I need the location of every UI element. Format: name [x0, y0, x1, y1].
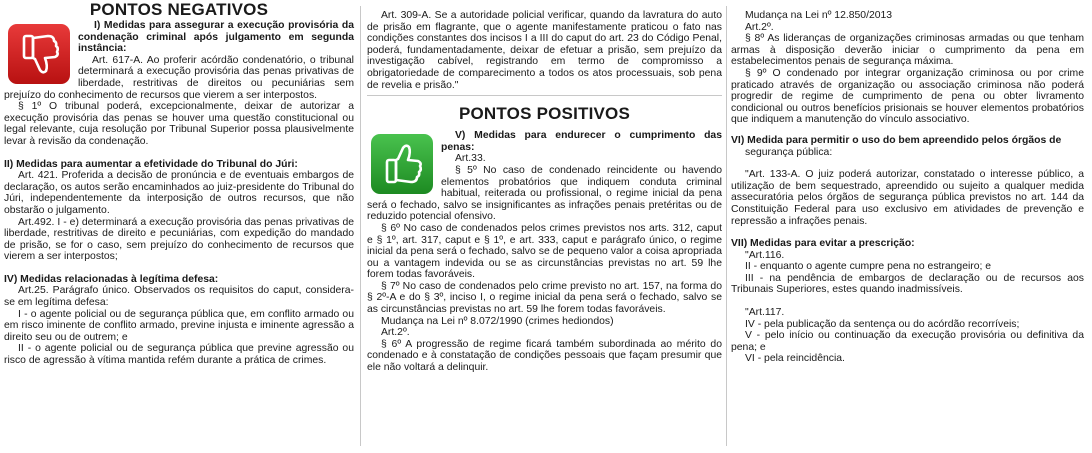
paragraph: § 6º A progressão de regime ficará também subordinada ao mérito do condenado e à constatação de condições pessoais que façam presumir que ele não voltará a delinquir. [367, 338, 722, 374]
column-divider [360, 6, 361, 446]
article-label: Art.2º. [745, 21, 774, 33]
paragraph: § 5º No caso de condenado reincidente ou havendo elementos probatórios que indiquem conduta criminal habitual, reiterada ou profissional, o regime inicial da pena será o fechado, salvo se insignificantes as infrações penais pretéritas ou de reduzido potencial ofensivo. [367, 164, 722, 223]
thumbs-up-icon [371, 134, 433, 194]
section-1-heading: I) Medidas para assegurar a execução provisória da condenação criminal após julgamento em segunda instância: [78, 20, 354, 55]
paragraph: segurança pública: [745, 146, 833, 158]
negative-points-title: PONTOS NEGATIVOS [89, 0, 269, 19]
paragraph: § 1º O tribunal poderá, excepcionalmente, deixar de autorizar a execução provisória das penas se houver uma questão constitucional ou legal relevante, cuja resolução por Tribunal Superior possa plausivelmente levar à revisão da condenação. [4, 101, 354, 147]
paragraph: Art. 309-A. Se a autoridade policial verificar, quando da lavratura do auto de prisão em flagrante, que o agente manifestamente praticou o fato nas condições constantes dos incisos I a III do caput do art. 23 do Código Penal, poderá, fundamentadamente, deixar de efetuar a prisão, sem prejuízo da investigação cabível, registrando em termo de compromisso a obrigatoriedade de comparecimento a todos os atos processuais, sob pena de revelia e prisão." [367, 10, 722, 91]
article-label: Art.2º. [381, 327, 410, 339]
paragraph: V - pelo início ou continuação da execução provisória ou definitiva da pena; e [731, 330, 1084, 353]
paragraph: II - o agente policial ou de segurança pública que previne agressão ou risco de agressão à vítima mantida refém durante a prática de crimes. [4, 343, 354, 367]
paragraph: § 9º O condenado por integrar organização criminosa ou por crime praticado através de organização ou associação criminosa não poderá progredir de regime de cumprimento de pena ou obter livramento condicional ou outros benefícios prisionais se houver elementos probatórios que indiquem a manutenção do vínculo associativo. [731, 67, 1084, 126]
section-6-heading: VI) Medida para permitir o uso do bem apreendido pelos órgãos de [731, 134, 1062, 146]
section-7-heading: VII) Medidas para evitar a prescrição: [731, 238, 915, 250]
paragraph: "Art. 133-A. O juiz poderá autorizar, constatado o interesse público, a utilização de bem sequestrado, apreendido ou sujeito a qualquer medida assecuratória pelos órgãos de segurança pública previstos no art. 144 da Constituição Federal para uso exclusivo em atividades de prevenção e repressão a infrações penais. [731, 169, 1084, 227]
paragraph: Art.492. I - e) determinará a execução provisória das penas privativas de liberdade, restritivas de direito e pecuniárias, com expedição do mandado de prisão, se for o caso, sem prejuízo do conhecimento de recursos que vierem a ser interpostos; [4, 216, 354, 263]
article-label: Art.33. [455, 153, 486, 165]
paragraph: § 8º As lideranças de organizações criminosas armadas ou que tenham armas à disposição deverão iniciar o cumprimento da pena em estabelecimentos penais de segurança máxima. [731, 33, 1084, 68]
paragraph: Mudança na Lei nº 8.072/1990 (crimes hediondos) [381, 315, 614, 327]
column-1 [4, 0, 354, 367]
section-2-heading: II) Medidas para aumentar a efetividade do Tribunal do Júri: [4, 158, 298, 170]
paragraph: Mudança na Lei nº 12.850/2013 [745, 10, 893, 21]
paragraph: Art.25. Parágrafo único. Observados os requisitos do caput, considera-se em legítima defesa: [4, 285, 354, 309]
article-label: "Art.116. [745, 249, 785, 261]
paragraph: Art. 617-A. Ao proferir acórdão condenatório, o tribunal determinará a execução provisória das penas privativas de liberdade, restritivas de direitos ou pecuniárias sem prejuízo do conhecimento de recursos que vierem a ser interpostos. [4, 54, 354, 101]
thumbs-down-icon [8, 24, 70, 84]
article-label: "Art.117. [745, 307, 785, 319]
section-5-heading: V) Medidas para endurecer o cumprimento das penas: [441, 130, 722, 153]
column-divider [726, 6, 727, 446]
paragraph: III - na pendência de embargos de declaração ou de recursos aos Tribunais Superiores, estes quando inadmissíveis. [731, 272, 1084, 296]
section-divider [367, 95, 722, 96]
column-3 [731, 0, 1084, 365]
positive-points-title: PONTOS POSITIVOS [458, 104, 631, 124]
column-2 [367, 0, 722, 374]
paragraph: § 6º No caso de condenados pelos crimes previstos nos arts. 312, caput e § 1º, art. 317, caput e § 1º, e art. 333, caput e parágrafo único, o regime inicial da pena será o fechado, salvo se de pequeno valor a coisa apropriada ou a vantagem indevida ou se as circunstâncias previstas no art. 59 lhe forem todas favoráveis. [367, 222, 722, 281]
paragraph: I - o agente policial ou de segurança pública que, em conflito armado ou em risco iminente de conflito armado, previne injusta e iminente agressão a direito seu ou de outrem; e [4, 308, 354, 343]
paragraph: II - enquanto o agente cumpre pena no estrangeiro; e [745, 261, 992, 273]
paragraph: IV - pela publicação da sentença ou do acórdão recorríveis; [745, 318, 1020, 330]
paragraph: VI - pela reincidência. [745, 353, 845, 365]
paragraph: Art. 421. Proferida a decisão de pronúncia e de eventuais embargos de declaração, os autos serão encaminhados ao juiz-presidente do Tribunal do Júri, independentemente da interposição de outros recursos, que não obstarão o julgamento. [4, 170, 354, 216]
section-4-heading: IV) Medidas relacionadas à legítima defesa: [4, 273, 219, 285]
paragraph: § 7º No caso de condenados pelo crime previsto no art. 157, na forma do § 2º-A e do § 3º, inciso I, o regime inicial da pena será o fechado, salvo se as circunstâncias previstas no art. 59 lhe forem todas favoráveis. [367, 280, 722, 316]
